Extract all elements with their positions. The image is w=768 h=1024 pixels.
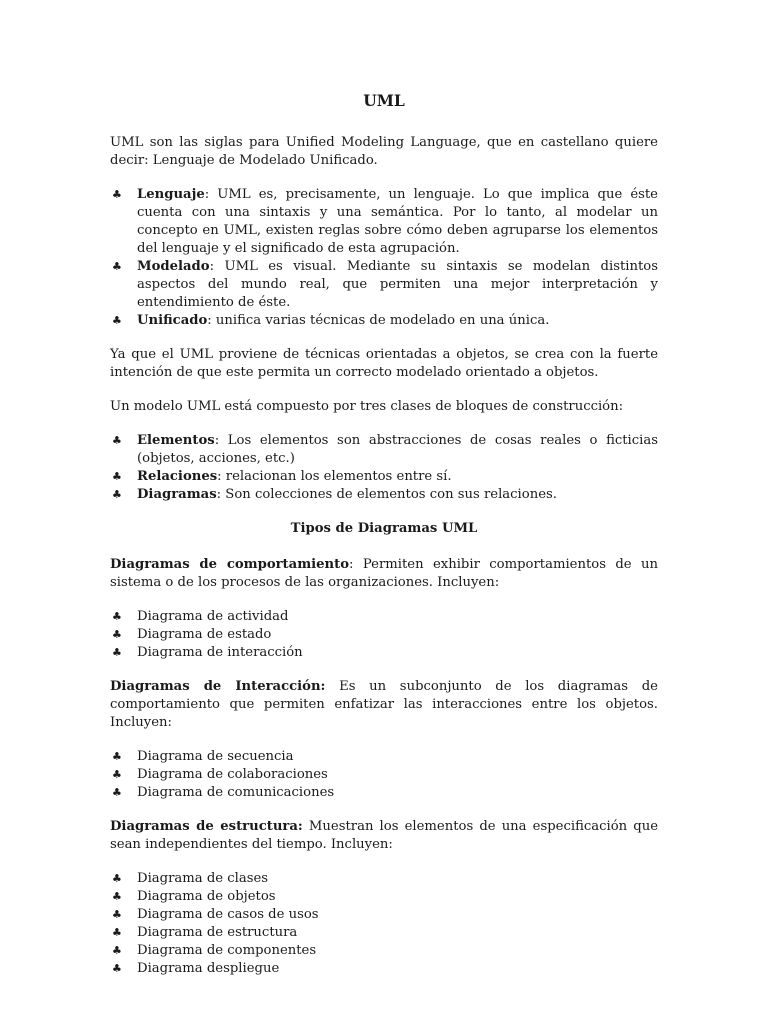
- club-icon: ♣: [112, 434, 122, 447]
- club-icon: ♣: [112, 944, 122, 957]
- interaction-list: [110, 748, 658, 802]
- item-text: Diagrama de objetos: [137, 889, 276, 904]
- item-text: Los elementos son abstracciones de cosas reales o ficticias (objetos, acciones, etc.): [137, 433, 658, 466]
- club-icon: ♣: [112, 488, 122, 501]
- item-text: Diagrama de componentes: [137, 943, 317, 958]
- paragraph-text: Muestran los elementos de una especificación que sean independientes del tiempo. Incluyen:: [110, 819, 659, 852]
- item-text: Son colecciones de elementos con sus relaciones.: [225, 487, 557, 502]
- term-label: Modelado: [137, 259, 210, 274]
- item-text: Diagrama de estructura: [137, 925, 298, 940]
- club-icon: ♣: [112, 908, 122, 921]
- item-text: UML es visual. Mediante su sintaxis se modelan distintos aspectos del mundo real, que permiten una mejor interpretación y entendimiento de éste.: [137, 259, 658, 310]
- list-item: [110, 644, 658, 662]
- club-icon: ♣: [112, 890, 122, 903]
- term-label: Diagramas de Interacción:: [110, 679, 326, 694]
- club-icon: ♣: [112, 872, 122, 885]
- section-title: Tipos de Diagramas UML: [290, 521, 478, 536]
- term-label: Elementos: [137, 433, 215, 448]
- item-text: relacionan los elementos entre sí.: [225, 469, 452, 484]
- term-label: Unificado: [137, 313, 208, 328]
- item-text: Diagrama despliegue: [137, 961, 280, 976]
- term-label: Diagramas: [137, 487, 217, 502]
- term-label: Lenguaje: [137, 187, 205, 202]
- term-label: Diagramas de estructura:: [110, 819, 303, 834]
- club-icon: ♣: [112, 768, 122, 781]
- item-text: unifica varias técnicas de modelado en una única.: [215, 313, 550, 328]
- interaction-paragraph: [110, 678, 658, 732]
- list-item: [110, 870, 658, 888]
- item-text: UML es, precisamente, un lenguaje. Lo que implica que éste cuenta con una sintaxis y una semántica. Por lo tanto, al modelar un concepto en UML, existen reglas sobre cómo deben agruparse los elementos del lenguaje y el significado de esta agrupación.: [137, 187, 658, 256]
- item-text: Diagrama de casos de usos: [137, 907, 319, 922]
- club-icon: ♣: [112, 314, 122, 327]
- structure-list: [110, 870, 658, 978]
- blocks-list: [110, 432, 658, 504]
- list-item: ♣ Lenguaje: UML es, precisamente, un lenguaje. Lo que implica que éste cuenta con una sintaxis y una semántica. Por lo tanto, al modelar un concepto en UML, existen reglas sobre cómo deben agruparse los elementos del lenguaje y el significado de esta agrupación.: [112, 187, 658, 256]
- structure-paragraph: [110, 818, 658, 854]
- paragraph-text: Es un subconjunto de los diagramas de comportamiento que permiten enfatizar las interacciones entre los objetos. Incluyen:: [110, 679, 658, 730]
- list-item: [110, 766, 658, 784]
- item-text: Diagrama de colaboraciones: [137, 767, 328, 782]
- list-item: [110, 888, 658, 906]
- behavior-list: [110, 608, 658, 662]
- list-item: [110, 924, 658, 942]
- club-icon: ♣: [112, 962, 122, 975]
- club-icon: ♣: [112, 628, 122, 641]
- item-text: Diagrama de interacción: [137, 645, 303, 660]
- item-text: Diagrama de estado: [137, 627, 272, 642]
- item-text: Diagrama de comunicaciones: [137, 785, 335, 800]
- paragraph-text: Permiten exhibir comportamientos de un sistema o de los procesos de las organizaciones. Incluyen:: [110, 557, 658, 590]
- item-text: Diagrama de actividad: [137, 609, 289, 624]
- item-text: Diagrama de secuencia: [137, 749, 294, 764]
- club-icon: ♣: [112, 786, 122, 799]
- club-icon: ♣: [112, 188, 122, 201]
- list-item: [110, 608, 658, 626]
- term-label: Diagramas de comportamiento: [110, 557, 350, 572]
- blocks-paragraph: Un modelo UML está compuesto por tres clases de bloques de construcción:: [110, 399, 624, 414]
- page-title: UML: [363, 91, 405, 110]
- list-item: ♣ Diagramas: Son colecciones de elementos con sus relaciones.: [112, 487, 557, 502]
- club-icon: ♣: [112, 260, 122, 273]
- list-item: ♣ Modelado: UML es visual. Mediante su sintaxis se modelan distintos aspectos del mundo real, que permiten una mejor interpretación y entendimiento de éste.: [112, 259, 658, 310]
- list-item: [110, 748, 658, 766]
- list-item: ♣ Relaciones: relacionan los elementos entre sí.: [112, 469, 452, 484]
- club-icon: ♣: [112, 646, 122, 659]
- club-icon: ♣: [112, 926, 122, 939]
- term-label: Relaciones: [137, 469, 218, 484]
- list-item: [110, 906, 658, 924]
- list-item: [110, 626, 658, 644]
- list-item: ♣ Elementos: Los elementos son abstracciones de cosas reales o ficticias (objetos, acciones, etc.): [112, 433, 658, 466]
- club-icon: ♣: [112, 750, 122, 763]
- oo-paragraph: Ya que el UML proviene de técnicas orientadas a objetos, se crea con la fuerte intención de que este permita un correcto modelado orientado a objetos.: [110, 347, 658, 380]
- intro-paragraph: UML son las siglas para Unified Modeling Language, que en castellano quiere decir: Lenguaje de Modelado Unificado.: [110, 135, 658, 168]
- club-icon: ♣: [112, 470, 122, 483]
- list-item: ♣ Unificado: unifica varias técnicas de modelado en una única.: [112, 313, 550, 328]
- list-item: [110, 784, 658, 802]
- list-item: [110, 960, 658, 978]
- behavior-paragraph: Diagramas de comportamiento: Permiten exhibir comportamientos de un sistema o de los procesos de las organizaciones. Incluyen:: [110, 557, 658, 590]
- club-icon: ♣: [112, 610, 122, 623]
- definition-list: [110, 186, 658, 330]
- list-item: [110, 942, 658, 960]
- item-text: Diagrama de clases: [137, 871, 269, 886]
